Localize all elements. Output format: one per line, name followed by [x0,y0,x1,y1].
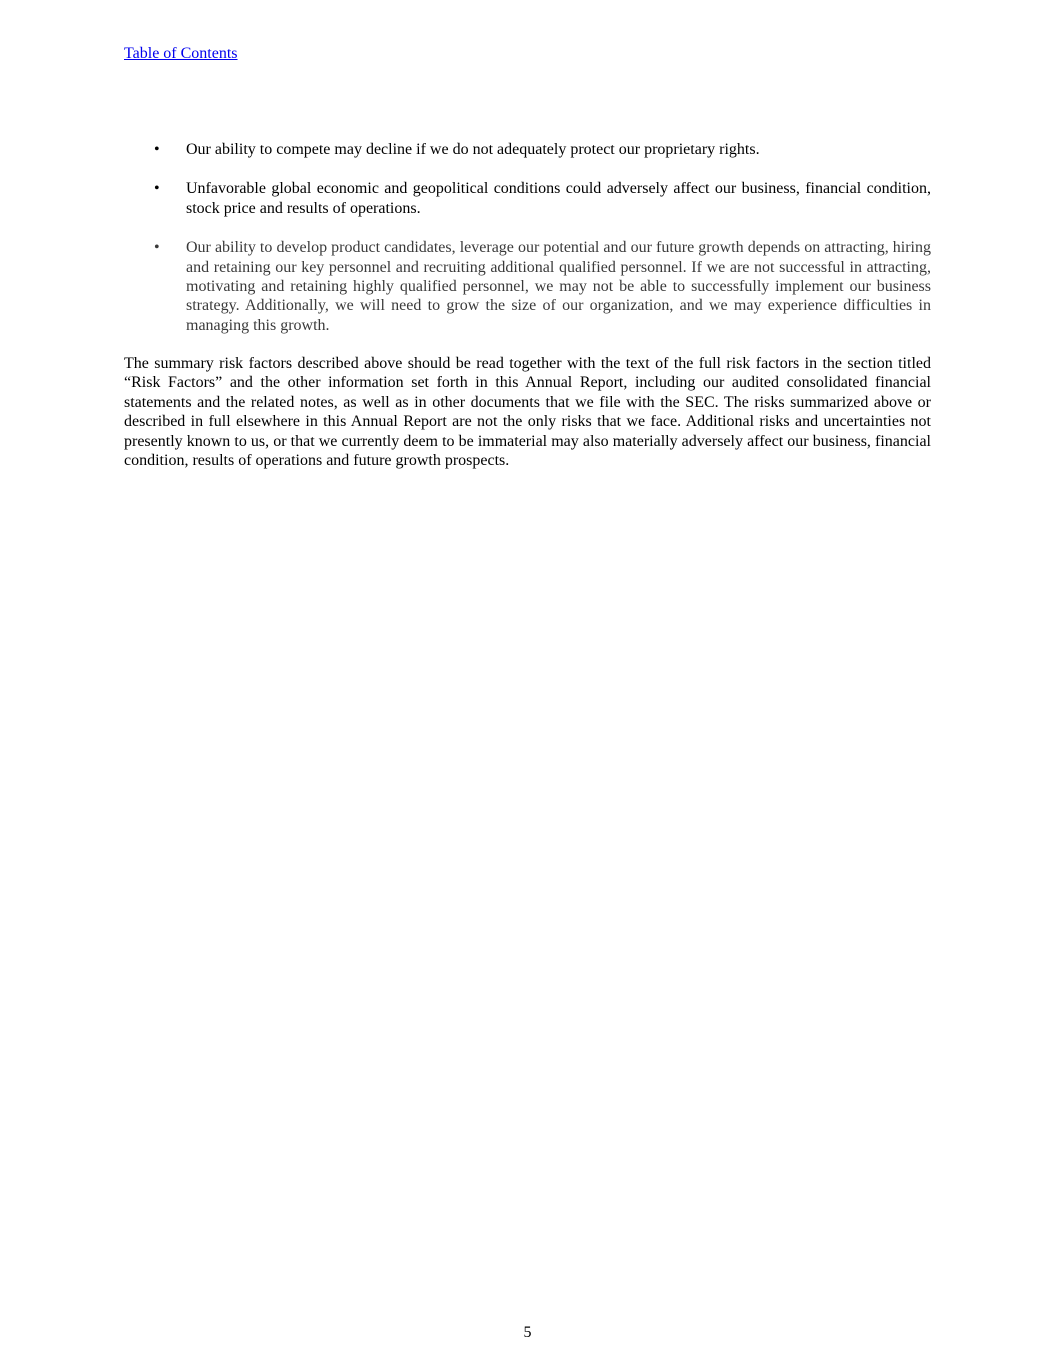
list-item [124,140,931,159]
bullet-marker: • [154,180,160,198]
bullet-text: Our ability to develop product candidates, leverage our potential and our future growth depends on attracting, hiring and retaining our key personnel and recruiting additional qualified personnel. If we are not successful in attracting, motivating and retaining highly qualified personnel, we may not be able to successfully implement our business strategy. Additionally, we will need to grow the size of our organization, and we may experience difficulties in managing this growth. [186,239,931,334]
list-item [124,238,931,335]
bullet-text: Our ability to compete may decline if we do not adequately protect our proprietary rights. [186,141,760,158]
bullet-text: Unfavorable global economic and geopolitical conditions could adversely affect our business, financial condition, stock price and results of operations. [186,180,931,217]
table-of-contents-link[interactable]: Table of Contents [124,45,238,62]
summary-paragraph: The summary risk factors described above should be read together with the text of the full risk factors in the section titled “Risk Factors” and the other information set forth in this Annual Report, including our audited consolidated financial statements and the related notes, as well as in other documents that we file with the SEC. The risks summarized above or described in full elsewhere in this Annual Report are not the only risks that we face. Additional risks and uncertainties not presently known to us, or that we currently deem to be immaterial may also materially adversely affect our business, financial condition, results of operations and future growth prospects. [124,355,931,470]
risk-factor-list [124,140,931,355]
page-number: 5 [523,1324,532,1341]
list-item [124,179,931,218]
bullet-marker: • [154,239,160,257]
bullet-marker: • [154,141,160,158]
